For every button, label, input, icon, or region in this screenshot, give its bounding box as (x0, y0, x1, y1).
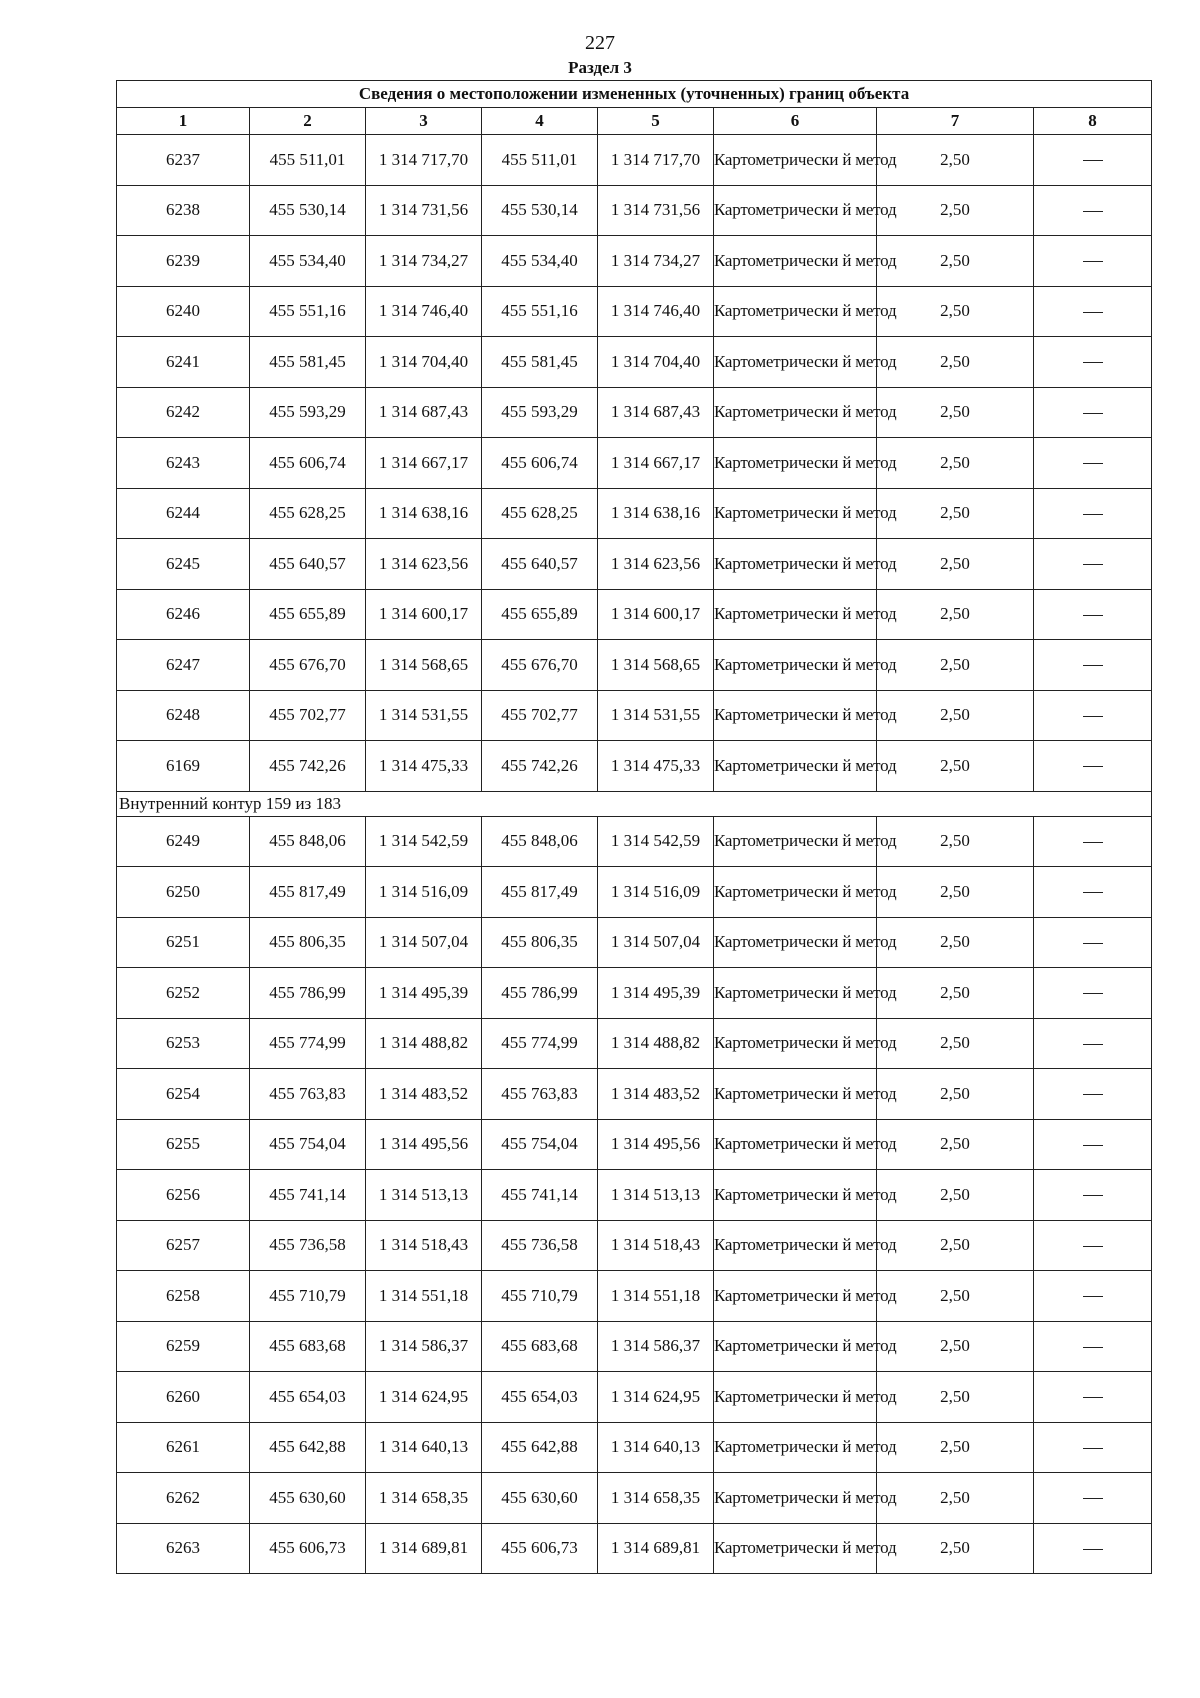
x-new-cell: 455 683,68 (482, 1321, 598, 1372)
y-new-cell: 1 314 531,55 (598, 690, 714, 741)
method-cell: Картометрически й метод (714, 539, 877, 590)
x-old-cell: 455 683,68 (250, 1321, 366, 1372)
column-number: 1 (117, 108, 250, 135)
method-cell: Картометрически й метод (714, 185, 877, 236)
y-new-cell: 1 314 568,65 (598, 640, 714, 691)
table-caption: Сведения о местоположении измененных (уточненных) границ объекта (117, 81, 1152, 108)
x-new-cell: 455 530,14 (482, 185, 598, 236)
x-old-cell: 455 806,35 (250, 917, 366, 968)
dash-mark (1083, 211, 1103, 212)
x-new-cell: 455 741,14 (482, 1170, 598, 1221)
empty-value-cell (1034, 640, 1152, 691)
dash-mark (1083, 564, 1103, 565)
coordinates-table (116, 80, 1152, 1574)
contour-label: Внутренний контур 159 из 183 (117, 791, 1152, 816)
precision-cell: 2,50 (877, 1119, 1034, 1170)
y-old-cell: 1 314 542,59 (366, 816, 482, 867)
table-row (117, 337, 1152, 388)
x-new-cell: 455 763,83 (482, 1069, 598, 1120)
y-new-cell: 1 314 731,56 (598, 185, 714, 236)
x-new-cell: 455 817,49 (482, 867, 598, 918)
y-new-cell: 1 314 542,59 (598, 816, 714, 867)
method-cell: Картометрически й метод (714, 1069, 877, 1120)
table-row (117, 589, 1152, 640)
x-new-cell: 455 606,73 (482, 1523, 598, 1574)
table-row (117, 1422, 1152, 1473)
table-row (117, 867, 1152, 918)
y-old-cell: 1 314 507,04 (366, 917, 482, 968)
x-old-cell: 455 630,60 (250, 1473, 366, 1524)
point-number-cell: 6256 (117, 1170, 250, 1221)
empty-value-cell (1034, 741, 1152, 792)
x-old-cell: 455 654,03 (250, 1372, 366, 1423)
dash-mark (1083, 1498, 1103, 1499)
table-row (117, 1372, 1152, 1423)
dash-mark (1083, 665, 1103, 666)
method-cell: Картометрически й метод (714, 387, 877, 438)
precision-cell: 2,50 (877, 1473, 1034, 1524)
table-row (117, 1321, 1152, 1372)
y-new-cell: 1 314 507,04 (598, 917, 714, 968)
column-number: 3 (366, 108, 482, 135)
precision-cell: 2,50 (877, 337, 1034, 388)
dash-mark (1083, 1094, 1103, 1095)
empty-value-cell (1034, 286, 1152, 337)
x-new-cell: 455 710,79 (482, 1271, 598, 1322)
empty-value-cell (1034, 438, 1152, 489)
dash-mark (1083, 413, 1103, 414)
y-old-cell: 1 314 518,43 (366, 1220, 482, 1271)
method-cell: Картометрически й метод (714, 917, 877, 968)
x-new-cell: 455 640,57 (482, 539, 598, 590)
column-numbers-row (117, 108, 1152, 135)
dash-mark (1083, 463, 1103, 464)
precision-cell: 2,50 (877, 236, 1034, 287)
x-new-cell: 455 736,58 (482, 1220, 598, 1271)
y-new-cell: 1 314 717,70 (598, 135, 714, 186)
table-row (117, 741, 1152, 792)
y-old-cell: 1 314 731,56 (366, 185, 482, 236)
precision-cell: 2,50 (877, 1372, 1034, 1423)
precision-cell: 2,50 (877, 1170, 1034, 1221)
method-cell: Картометрически й метод (714, 236, 877, 287)
y-old-cell: 1 314 717,70 (366, 135, 482, 186)
table-body (117, 135, 1152, 1574)
empty-value-cell (1034, 968, 1152, 1019)
x-new-cell: 455 534,40 (482, 236, 598, 287)
table-row (117, 185, 1152, 236)
empty-value-cell (1034, 1018, 1152, 1069)
y-new-cell: 1 314 667,17 (598, 438, 714, 489)
y-new-cell: 1 314 623,56 (598, 539, 714, 590)
x-new-cell: 455 786,99 (482, 968, 598, 1019)
method-cell: Картометрически й метод (714, 690, 877, 741)
column-number: 5 (598, 108, 714, 135)
empty-value-cell (1034, 690, 1152, 741)
dash-mark (1083, 514, 1103, 515)
x-old-cell: 455 741,14 (250, 1170, 366, 1221)
point-number-cell: 6257 (117, 1220, 250, 1271)
point-number-cell: 6254 (117, 1069, 250, 1120)
table-row (117, 816, 1152, 867)
x-old-cell: 455 581,45 (250, 337, 366, 388)
y-new-cell: 1 314 551,18 (598, 1271, 714, 1322)
x-old-cell: 455 736,58 (250, 1220, 366, 1271)
point-number-cell: 6253 (117, 1018, 250, 1069)
x-new-cell: 455 511,01 (482, 135, 598, 186)
point-number-cell: 6246 (117, 589, 250, 640)
precision-cell: 2,50 (877, 1321, 1034, 1372)
y-old-cell: 1 314 586,37 (366, 1321, 482, 1372)
y-old-cell: 1 314 475,33 (366, 741, 482, 792)
x-old-cell: 455 534,40 (250, 236, 366, 287)
x-new-cell: 455 806,35 (482, 917, 598, 968)
y-old-cell: 1 314 667,17 (366, 438, 482, 489)
x-new-cell: 455 593,29 (482, 387, 598, 438)
y-old-cell: 1 314 640,13 (366, 1422, 482, 1473)
dash-mark (1083, 1347, 1103, 1348)
x-old-cell: 455 763,83 (250, 1069, 366, 1120)
dash-mark (1083, 842, 1103, 843)
y-new-cell: 1 314 640,13 (598, 1422, 714, 1473)
point-number-cell: 6240 (117, 286, 250, 337)
table-row (117, 488, 1152, 539)
y-old-cell: 1 314 600,17 (366, 589, 482, 640)
point-number-cell: 6239 (117, 236, 250, 287)
precision-cell: 2,50 (877, 968, 1034, 1019)
method-cell: Картометрически й метод (714, 1321, 877, 1372)
dash-mark (1083, 1448, 1103, 1449)
y-new-cell: 1 314 586,37 (598, 1321, 714, 1372)
empty-value-cell (1034, 1170, 1152, 1221)
dash-mark (1083, 1145, 1103, 1146)
empty-value-cell (1034, 135, 1152, 186)
y-old-cell: 1 314 638,16 (366, 488, 482, 539)
point-number-cell: 6249 (117, 816, 250, 867)
precision-cell: 2,50 (877, 488, 1034, 539)
table-row (117, 135, 1152, 186)
y-old-cell: 1 314 623,56 (366, 539, 482, 590)
precision-cell: 2,50 (877, 387, 1034, 438)
method-cell: Картометрически й метод (714, 968, 877, 1019)
x-new-cell: 455 702,77 (482, 690, 598, 741)
y-new-cell: 1 314 600,17 (598, 589, 714, 640)
column-number: 7 (877, 108, 1034, 135)
y-old-cell: 1 314 658,35 (366, 1473, 482, 1524)
x-old-cell: 455 606,73 (250, 1523, 366, 1574)
x-old-cell: 455 593,29 (250, 387, 366, 438)
column-number: 8 (1034, 108, 1152, 135)
method-cell: Картометрически й метод (714, 640, 877, 691)
method-cell: Картометрически й метод (714, 1220, 877, 1271)
y-new-cell: 1 314 518,43 (598, 1220, 714, 1271)
dash-mark (1083, 716, 1103, 717)
dash-mark (1083, 1397, 1103, 1398)
table-row (117, 1069, 1152, 1120)
point-number-cell: 6255 (117, 1119, 250, 1170)
x-old-cell: 455 642,88 (250, 1422, 366, 1473)
y-new-cell: 1 314 495,39 (598, 968, 714, 1019)
y-old-cell: 1 314 551,18 (366, 1271, 482, 1322)
table-row (117, 438, 1152, 489)
point-number-cell: 6169 (117, 741, 250, 792)
y-new-cell: 1 314 624,95 (598, 1372, 714, 1423)
empty-value-cell (1034, 1271, 1152, 1322)
y-new-cell: 1 314 658,35 (598, 1473, 714, 1524)
point-number-cell: 6248 (117, 690, 250, 741)
precision-cell: 2,50 (877, 1069, 1034, 1120)
precision-cell: 2,50 (877, 1018, 1034, 1069)
point-number-cell: 6242 (117, 387, 250, 438)
y-new-cell: 1 314 746,40 (598, 286, 714, 337)
table-row (117, 1018, 1152, 1069)
y-new-cell: 1 314 704,40 (598, 337, 714, 388)
x-old-cell: 455 702,77 (250, 690, 366, 741)
precision-cell: 2,50 (877, 816, 1034, 867)
column-number: 6 (714, 108, 877, 135)
dash-mark (1083, 261, 1103, 262)
y-old-cell: 1 314 624,95 (366, 1372, 482, 1423)
method-cell: Картометрически й метод (714, 816, 877, 867)
dash-mark (1083, 943, 1103, 944)
point-number-cell: 6259 (117, 1321, 250, 1372)
method-cell: Картометрически й метод (714, 1473, 877, 1524)
dash-mark (1083, 1296, 1103, 1297)
method-cell: Картометрически й метод (714, 135, 877, 186)
empty-value-cell (1034, 236, 1152, 287)
method-cell: Картометрически й метод (714, 1119, 877, 1170)
method-cell: Картометрически й метод (714, 438, 877, 489)
method-cell: Картометрически й метод (714, 286, 877, 337)
x-new-cell: 455 551,16 (482, 286, 598, 337)
dash-mark (1083, 1246, 1103, 1247)
x-old-cell: 455 786,99 (250, 968, 366, 1019)
empty-value-cell (1034, 539, 1152, 590)
point-number-cell: 6245 (117, 539, 250, 590)
point-number-cell: 6238 (117, 185, 250, 236)
empty-value-cell (1034, 488, 1152, 539)
method-cell: Картометрически й метод (714, 867, 877, 918)
column-number: 4 (482, 108, 598, 135)
precision-cell: 2,50 (877, 690, 1034, 741)
y-new-cell: 1 314 638,16 (598, 488, 714, 539)
y-new-cell: 1 314 488,82 (598, 1018, 714, 1069)
y-old-cell: 1 314 531,55 (366, 690, 482, 741)
y-old-cell: 1 314 704,40 (366, 337, 482, 388)
x-new-cell: 455 774,99 (482, 1018, 598, 1069)
empty-value-cell (1034, 387, 1152, 438)
point-number-cell: 6252 (117, 968, 250, 1019)
point-number-cell: 6237 (117, 135, 250, 186)
y-old-cell: 1 314 483,52 (366, 1069, 482, 1120)
dash-mark (1083, 362, 1103, 363)
method-cell: Картометрически й метод (714, 488, 877, 539)
empty-value-cell (1034, 816, 1152, 867)
x-new-cell: 455 655,89 (482, 589, 598, 640)
empty-value-cell (1034, 1321, 1152, 1372)
point-number-cell: 6241 (117, 337, 250, 388)
x-old-cell: 455 551,16 (250, 286, 366, 337)
y-old-cell: 1 314 734,27 (366, 236, 482, 287)
point-number-cell: 6251 (117, 917, 250, 968)
x-new-cell: 455 581,45 (482, 337, 598, 388)
empty-value-cell (1034, 1119, 1152, 1170)
x-old-cell: 455 511,01 (250, 135, 366, 186)
x-new-cell: 455 642,88 (482, 1422, 598, 1473)
x-old-cell: 455 817,49 (250, 867, 366, 918)
precision-cell: 2,50 (877, 589, 1034, 640)
x-old-cell: 455 606,74 (250, 438, 366, 489)
y-old-cell: 1 314 516,09 (366, 867, 482, 918)
empty-value-cell (1034, 1422, 1152, 1473)
precision-cell: 2,50 (877, 1422, 1034, 1473)
empty-value-cell (1034, 867, 1152, 918)
y-new-cell: 1 314 687,43 (598, 387, 714, 438)
dash-mark (1083, 160, 1103, 161)
column-number: 2 (250, 108, 366, 135)
dash-mark (1083, 312, 1103, 313)
empty-value-cell (1034, 1523, 1152, 1574)
precision-cell: 2,50 (877, 1271, 1034, 1322)
x-new-cell: 455 676,70 (482, 640, 598, 691)
table-row (117, 640, 1152, 691)
x-old-cell: 455 754,04 (250, 1119, 366, 1170)
x-old-cell: 455 640,57 (250, 539, 366, 590)
empty-value-cell (1034, 337, 1152, 388)
empty-value-cell (1034, 1372, 1152, 1423)
precision-cell: 2,50 (877, 539, 1034, 590)
method-cell: Картометрически й метод (714, 1018, 877, 1069)
precision-cell: 2,50 (877, 741, 1034, 792)
x-old-cell: 455 848,06 (250, 816, 366, 867)
dash-mark (1083, 1195, 1103, 1196)
y-new-cell: 1 314 475,33 (598, 741, 714, 792)
y-old-cell: 1 314 568,65 (366, 640, 482, 691)
point-number-cell: 6247 (117, 640, 250, 691)
table-row (117, 968, 1152, 1019)
empty-value-cell (1034, 1220, 1152, 1271)
table-row (117, 1271, 1152, 1322)
x-new-cell: 455 754,04 (482, 1119, 598, 1170)
point-number-cell: 6244 (117, 488, 250, 539)
table-row (117, 539, 1152, 590)
x-new-cell: 455 630,60 (482, 1473, 598, 1524)
table-row (117, 236, 1152, 287)
page-number: 227 (585, 32, 615, 54)
table-row (117, 1220, 1152, 1271)
method-cell: Картометрически й метод (714, 1271, 877, 1322)
method-cell: Картометрически й метод (714, 337, 877, 388)
table-row (117, 1119, 1152, 1170)
x-old-cell: 455 742,26 (250, 741, 366, 792)
x-old-cell: 455 655,89 (250, 589, 366, 640)
precision-cell: 2,50 (877, 867, 1034, 918)
dash-mark (1083, 1044, 1103, 1045)
precision-cell: 2,50 (877, 1523, 1034, 1574)
method-cell: Картометрически й метод (714, 1170, 877, 1221)
method-cell: Картометрически й метод (714, 1523, 877, 1574)
table-row (117, 1170, 1152, 1221)
x-old-cell: 455 676,70 (250, 640, 366, 691)
y-old-cell: 1 314 746,40 (366, 286, 482, 337)
precision-cell: 2,50 (877, 640, 1034, 691)
x-old-cell: 455 530,14 (250, 185, 366, 236)
y-old-cell: 1 314 687,43 (366, 387, 482, 438)
table-row (117, 1473, 1152, 1524)
point-number-cell: 6250 (117, 867, 250, 918)
point-number-cell: 6243 (117, 438, 250, 489)
y-new-cell: 1 314 516,09 (598, 867, 714, 918)
precision-cell: 2,50 (877, 1220, 1034, 1271)
point-number-cell: 6261 (117, 1422, 250, 1473)
y-old-cell: 1 314 495,56 (366, 1119, 482, 1170)
y-new-cell: 1 314 483,52 (598, 1069, 714, 1120)
dash-mark (1083, 892, 1103, 893)
precision-cell: 2,50 (877, 438, 1034, 489)
method-cell: Картометрически й метод (714, 741, 877, 792)
x-new-cell: 455 606,74 (482, 438, 598, 489)
method-cell: Картометрически й метод (714, 1372, 877, 1423)
x-new-cell: 455 848,06 (482, 816, 598, 867)
dash-mark (1083, 615, 1103, 616)
empty-value-cell (1034, 589, 1152, 640)
point-number-cell: 6260 (117, 1372, 250, 1423)
method-cell: Картометрически й метод (714, 589, 877, 640)
dash-mark (1083, 766, 1103, 767)
point-number-cell: 6262 (117, 1473, 250, 1524)
method-cell: Картометрически й метод (714, 1422, 877, 1473)
y-new-cell: 1 314 734,27 (598, 236, 714, 287)
y-old-cell: 1 314 488,82 (366, 1018, 482, 1069)
empty-value-cell (1034, 1069, 1152, 1120)
x-old-cell: 455 628,25 (250, 488, 366, 539)
table-row (117, 690, 1152, 741)
y-old-cell: 1 314 495,39 (366, 968, 482, 1019)
precision-cell: 2,50 (877, 185, 1034, 236)
y-old-cell: 1 314 689,81 (366, 1523, 482, 1574)
point-number-cell: 6258 (117, 1271, 250, 1322)
y-old-cell: 1 314 513,13 (366, 1170, 482, 1221)
y-new-cell: 1 314 495,56 (598, 1119, 714, 1170)
precision-cell: 2,50 (877, 917, 1034, 968)
x-old-cell: 455 710,79 (250, 1271, 366, 1322)
table-row (117, 1523, 1152, 1574)
point-number-cell: 6263 (117, 1523, 250, 1574)
y-new-cell: 1 314 513,13 (598, 1170, 714, 1221)
table-row (117, 286, 1152, 337)
empty-value-cell (1034, 917, 1152, 968)
dash-mark (1083, 1549, 1103, 1550)
dash-mark (1083, 993, 1103, 994)
x-new-cell: 455 628,25 (482, 488, 598, 539)
x-new-cell: 455 742,26 (482, 741, 598, 792)
empty-value-cell (1034, 1473, 1152, 1524)
empty-value-cell (1034, 185, 1152, 236)
precision-cell: 2,50 (877, 135, 1034, 186)
table-row (117, 387, 1152, 438)
y-new-cell: 1 314 689,81 (598, 1523, 714, 1574)
section-title: Раздел 3 (568, 58, 632, 77)
table-row (117, 917, 1152, 968)
x-new-cell: 455 654,03 (482, 1372, 598, 1423)
x-old-cell: 455 774,99 (250, 1018, 366, 1069)
precision-cell: 2,50 (877, 286, 1034, 337)
contour-row (117, 791, 1152, 816)
